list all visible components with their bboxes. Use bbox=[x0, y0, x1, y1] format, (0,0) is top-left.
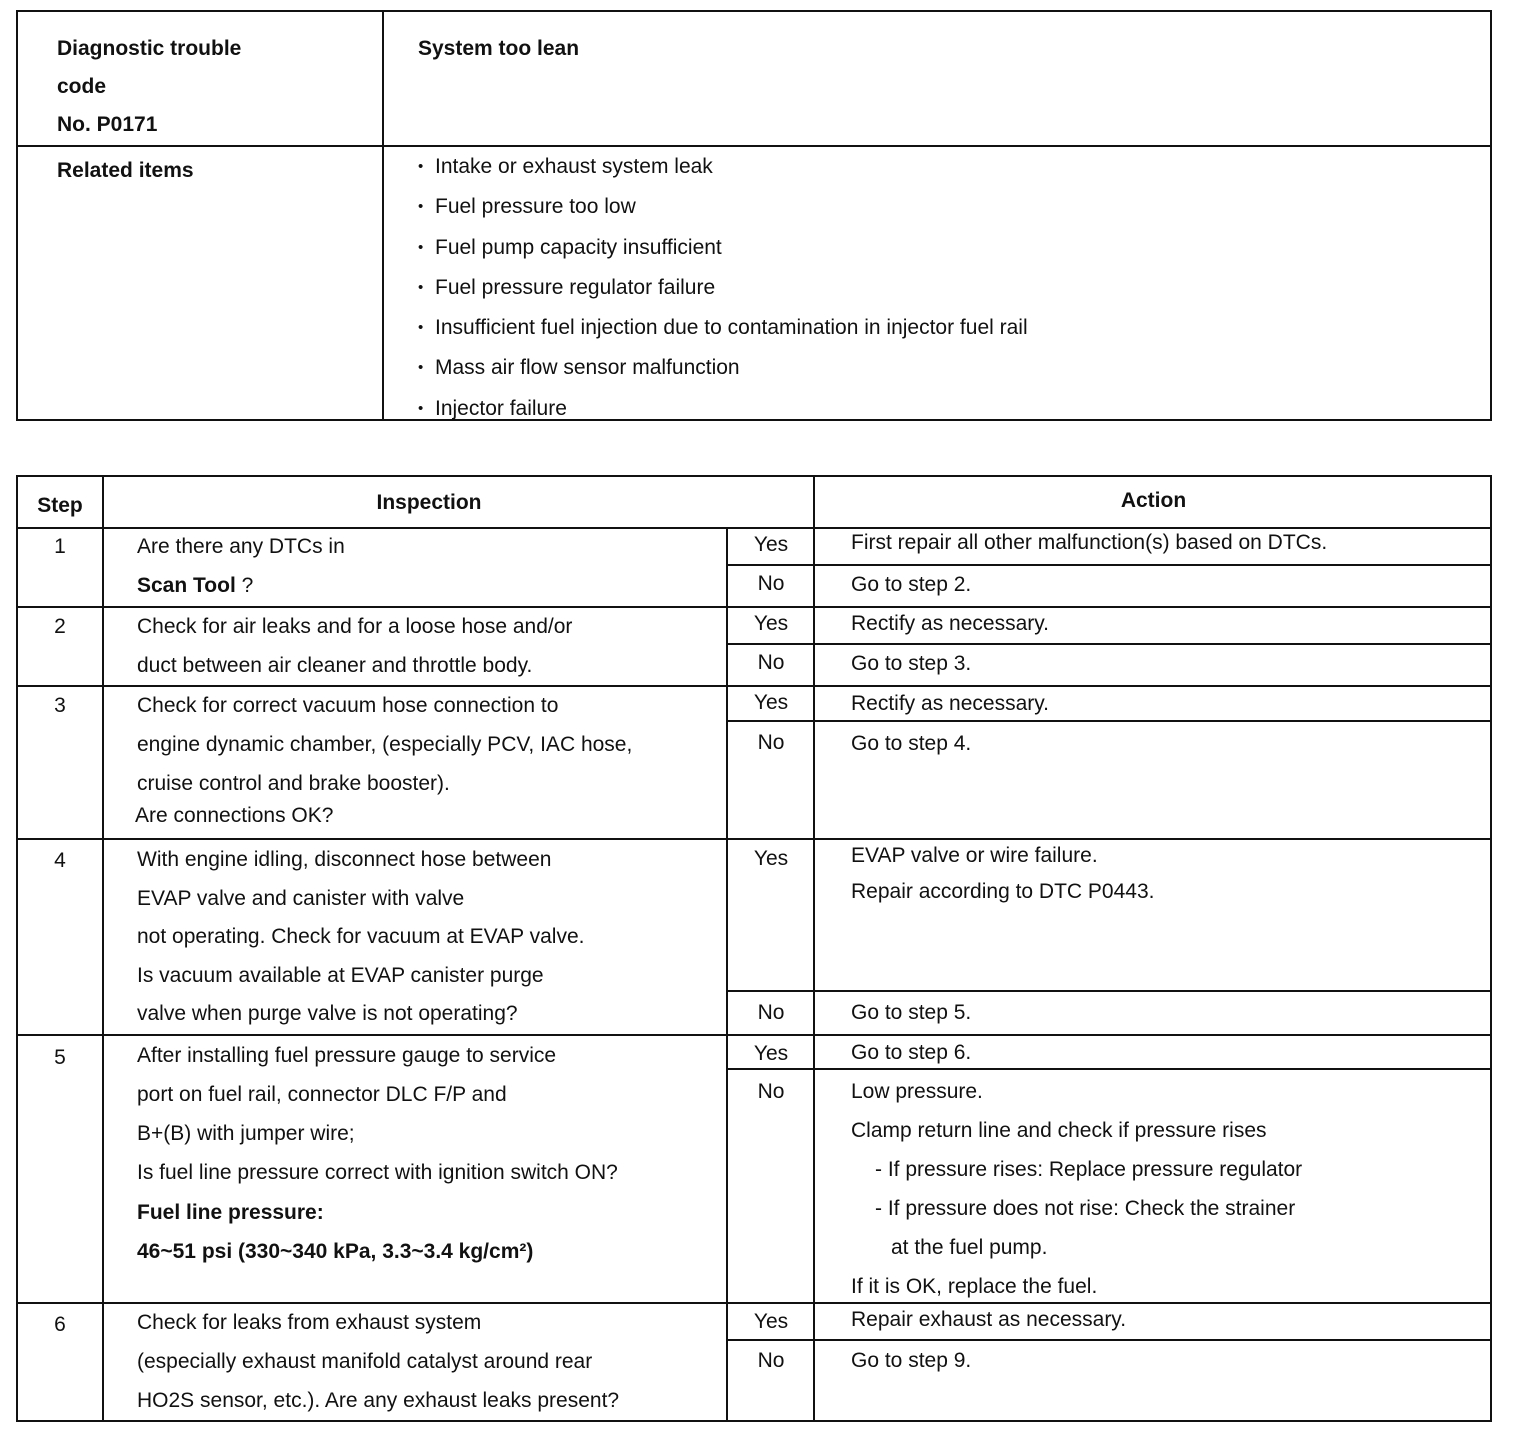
step-4-no-action: Go to step 5. bbox=[851, 1001, 972, 1024]
dtc-title: System too lean bbox=[418, 37, 580, 60]
related-item: • Fuel pressure too low bbox=[418, 188, 1028, 228]
step-number: 3 bbox=[54, 694, 66, 717]
related-item: • Mass air flow sensor malfunction bbox=[418, 349, 1028, 389]
diagnostic-steps-table bbox=[16, 475, 1492, 1422]
step-6-no-action: Go to step 9. bbox=[851, 1349, 972, 1372]
step-4-yes-action: EVAP valve or wire failure. Repair according to DTC P0443. bbox=[851, 844, 1155, 903]
step-1-inspection: Are there any DTCs in Scan Tool ? bbox=[137, 535, 345, 597]
step-number: 2 bbox=[54, 615, 66, 638]
step-2-inspection: Check for air leaks and for a loose hose and/or duct between air cleaner and throttle body. bbox=[137, 615, 573, 677]
yes-label: Yes bbox=[753, 1310, 789, 1333]
step-6-yes-action: Repair exhaust as necessary. bbox=[851, 1308, 1127, 1331]
step-5-inspection: After installing fuel pressure gauge to service port on fuel rail, connector DLC F/P and B+(B) with jumper wire; Is fuel line pressure correct with ignition switch ON? Fuel line pressure: 46~51 psi (330~340 kPa, 3.3~3.4 kg/cm²) bbox=[137, 1044, 618, 1263]
step-5-yes-action: Go to step 6. bbox=[851, 1041, 972, 1064]
yes-label: Yes bbox=[753, 533, 789, 556]
related-items-label: Related items bbox=[57, 159, 194, 182]
row-divider bbox=[18, 145, 1490, 147]
column-divider bbox=[382, 12, 384, 419]
no-label: No bbox=[757, 1080, 785, 1103]
inspection-column-header: Inspection bbox=[376, 491, 482, 514]
related-item: • Insufficient fuel injection due to contamination in injector fuel rail bbox=[418, 309, 1028, 349]
related-items-list bbox=[418, 148, 1028, 430]
related-item: • Fuel pressure regulator failure bbox=[418, 269, 1028, 309]
step-number: 5 bbox=[54, 1046, 66, 1069]
no-label: No bbox=[757, 651, 785, 674]
step-4-inspection: With engine idling, disconnect hose between EVAP valve and canister with valve not operating. Check for vacuum at EVAP valve. Is vacuum available at EVAP canister purge valve when purge valve is not operating? bbox=[137, 848, 585, 1025]
step-number: 4 bbox=[54, 849, 66, 872]
dtc-label: Diagnostic trouble code No. P0171 bbox=[57, 37, 242, 136]
step-number: 6 bbox=[54, 1313, 66, 1336]
dtc-header-table bbox=[16, 10, 1492, 421]
step-number: 1 bbox=[54, 535, 66, 558]
step-6-inspection: Check for leaks from exhaust system (especially exhaust manifold catalyst around rear HO2S sensor, etc.). Are any exhaust leaks present? bbox=[137, 1311, 620, 1412]
yes-label: Yes bbox=[753, 1042, 789, 1065]
step-3-yes-action: Rectify as necessary. bbox=[851, 692, 1050, 715]
yes-label: Yes bbox=[753, 691, 789, 714]
yes-label: Yes bbox=[753, 847, 789, 870]
step-5-no-action: Low pressure. Clamp return line and check if pressure rises - If pressure rises: Replace pressure regulator - If pressure does not rise: Check the strainer at the fuel pump. If it is OK, replace the fuel. bbox=[851, 1080, 1303, 1298]
step-column-divider bbox=[102, 477, 104, 1422]
yes-label: Yes bbox=[753, 612, 789, 635]
no-label: No bbox=[757, 1001, 785, 1024]
step-3-no-action: Go to step 4. bbox=[851, 732, 972, 755]
step-1-yes-action: First repair all other malfunction(s) based on DTCs. bbox=[851, 531, 1328, 554]
no-label: No bbox=[757, 731, 785, 754]
step-column-header: Step bbox=[37, 494, 83, 517]
step-2-yes-action: Rectify as necessary. bbox=[851, 612, 1050, 635]
action-column-header: Action bbox=[1120, 489, 1187, 512]
step-3-inspection: Check for correct vacuum hose connection to engine dynamic chamber, (especially PCV, IAC hose, cruise control and brake booster). Are connections OK? bbox=[135, 694, 633, 827]
no-label: No bbox=[757, 572, 785, 595]
step-1-no-action: Go to step 2. bbox=[851, 573, 972, 596]
related-item: • Intake or exhaust system leak bbox=[418, 148, 1028, 188]
related-item: • Injector failure bbox=[418, 390, 1028, 430]
step-2-no-action: Go to step 3. bbox=[851, 652, 972, 675]
yes-no-divider bbox=[726, 990, 1492, 992]
related-item: • Fuel pump capacity insufficient bbox=[418, 229, 1028, 269]
no-label: No bbox=[757, 1349, 785, 1372]
